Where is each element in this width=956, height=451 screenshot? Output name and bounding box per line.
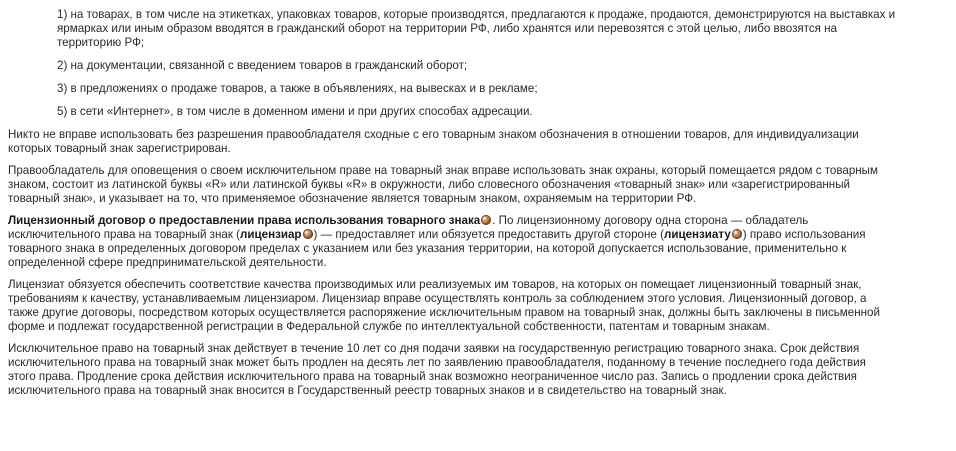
term-licensee: лицензиату <box>663 228 731 241</box>
cookie-icon <box>481 215 491 225</box>
paragraph-text: . По лицензионному договору одна сторона — обладатель исключительного права на товарный знак ( <box>8 214 809 241</box>
paragraph-term-of-right: Исключительное право на товарный знак действует в течение 10 лет со дня подачи заявки на государственную регистрацию товарного знака. Срок действия исключительного права на товарный знак может быть продлен на десять лет по заявлению правообладателя, поданному в течение последнего года действия этого права. Продление срока действия исключительного права на товарный знак возможно неограниченное число раз. Запись о продлении срока действия исключительного права на товарный знак вносится в Государственный реестр товарных знаков и в свидетельство на товарный знак. <box>8 342 866 397</box>
paragraph-licensee-obligations: Лицензиат обязуется обеспечить соответствие качества производимых или реализуемых им товаров, на которых он помещает лицензионный товарный знак, требованиям к качеству, устанавливаемым лицензиаром. Лицензиар вправе осуществлять контроль за соблюдением этого условия. Лицензионный договор, а также другие договоры, посредством которых осуществляется распоряжение исключительным правом на товарный знак, должны быть заключены в письменной форме и подлежат государственной регистрации в Федеральной службе по интеллектуальной собственности, патентам и товарным знакам. <box>8 278 880 333</box>
paragraph-text: ) — предоставляет или обязуется предоставить другой стороне ( <box>313 228 664 241</box>
list-item: 3) в предложениях о продаже товаров, а также в объявлениях, на вывесках и в рекламе; <box>57 82 538 95</box>
license-agreement-title: Лицензионный договор о предоставлении права использования товарного знака <box>8 214 481 227</box>
term-licensor: лицензиар <box>240 228 302 241</box>
paragraph-no-unauthorized-use: Никто не вправе использовать без разрешения правообладателя сходные с его товарным знаком обозначения в отношении товаров, для индивидуализации которых товарный знак зарегистрирован. <box>8 128 859 155</box>
cookie-icon <box>732 229 742 239</box>
paragraph-license-agreement <box>8 214 888 270</box>
list-item: 2) на документации, связанной с введением товаров в гражданский оборот; <box>57 59 468 72</box>
cookie-icon <box>303 229 313 239</box>
list-item: 1) на товарах, в том числе на этикетках, упаковках товаров, которые производятся, предлагаются к продаже, продаются, демонстрируются на выставках и ярмарках или иным образом вводятся в гражданский оборот на территории РФ, либо хранятся или перевозятся с этой целью, либо ввозятся на территорию РФ; <box>57 8 896 49</box>
paragraph-text: ) право использования товарного знака в определенных договором пределах с указанием или без указания территории, на которой допускается использование, применительно к определенной сфере предпринимательской деятельности. <box>8 228 866 269</box>
usage-list <box>0 0 897 119</box>
paragraph-protection-sign: Правообладатель для оповещения о своем исключительном праве на товарный знак вправе использовать знак охраны, который помещается рядом с товарным знаком, состоит из латинской буквы «R» или латинской буквы «R» в окружности, либо словесного обозначения «товарный знак» или «зарегистрированный товарный знак», и указывает на то, что применяемое обозначение является товарным знаком, охраняемым на территории РФ. <box>8 164 878 205</box>
list-item: 5) в сети «Интернет», в том числе в доменном имени и при других способах адресации. <box>57 105 533 118</box>
